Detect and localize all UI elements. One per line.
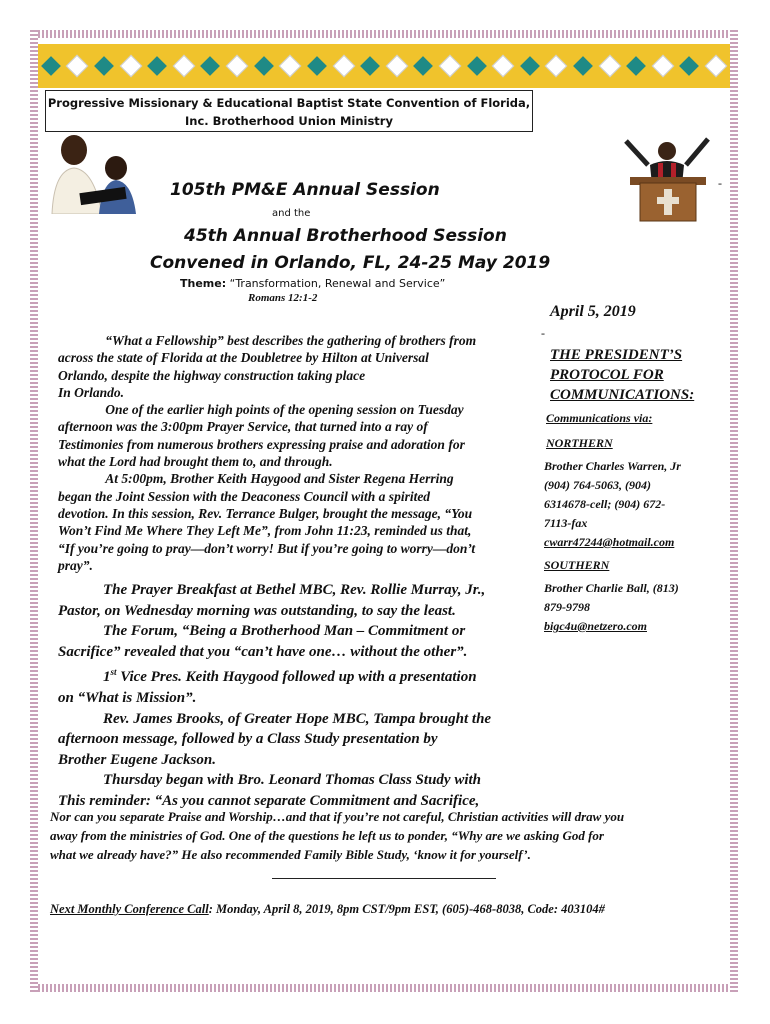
conference-call-label: Next Monthly Conference Call [50,902,209,916]
diamond-ornament [680,56,700,76]
north-phone-1: (904) 764-5063, (904) [544,478,651,492]
diamond-ornament [307,56,327,76]
diamond-ornament [705,55,728,78]
north-phone-2: 6314678-cell; (904) 672- [544,497,666,511]
diamond-ornament [520,56,540,76]
diamond-ornament [360,56,380,76]
diamond-ornament [626,56,646,76]
diamond-ornament [598,55,621,78]
diamond-ornament [492,55,515,78]
sidebar-title-1: THE PRESIDENT’S [550,347,683,363]
northern-heading: NORTHERN [546,436,613,450]
sidebar-title-2: PROTOCOL FOR [550,367,664,383]
brotherhood-title: 45th Annual Brotherhood Session [184,226,507,246]
letter-date: April 5, 2019 [550,303,636,320]
article-part-1: “What a Fellowship” best describes the gathering of brothers from across the state of Florida at the Doubletree by Hilton at Universal Orlando, despite the highway construction taking place In Orlando. One of the earlier high points of the opening session on Tuesday afternoon was the 3:00pm Prayer Service, that turned into a ray of Testimonies from numerous brothers expressing praise and adoration for what the Lord had brought them to, and through. At 5:00pm, Brother Keith Haygood and Sister Regena Herring began the Joint Session with the Deaconess Council with a spirited devotion. In this session, Rev. Terrance Bulger, brought the message, “You Won’t Find Me Where They Left Me”, from John 11:23, reminded us that, “If you’re going to pray—don’t worry! But if you’re going to worry—don’t pray”. [58,333,477,573]
diamond-ornament [147,56,167,76]
divider-line [272,878,496,879]
north-contact-name: Brother Charles Warren, Jr [544,459,681,473]
diamond-ornament [119,55,142,78]
diamond-ornament [279,55,302,78]
southern-heading: SOUTHERN [544,558,610,572]
vice-president-line: 1st Vice Pres. Keith Haygood followed up with a presentation [103,667,477,686]
organization-header [45,90,533,132]
south-phone: 879-9798 [544,600,590,614]
communications-via: Communications via: [546,411,653,425]
header-line-2: Inc. Brotherhood Union Ministry [185,114,393,128]
sidebar-title-3: COMMUNICATIONS: [550,387,695,403]
north-phone-3: 7113-fax [544,516,588,530]
diamond-ornament [94,56,114,76]
diamond-ornament [651,55,674,78]
communications-sidebar [544,345,694,634]
diamond-ornament [201,56,221,76]
convened-title: Convened in Orlando, FL, 24-25 May 2019 [150,253,551,273]
dash-mark: - [718,176,722,190]
diamond-ornament [332,55,355,78]
diamond-ornament [66,55,89,78]
preacher-pulpit-illustration [612,125,722,225]
article-part-3: Nor can you separate Praise and Worship…and that if you’re not careful, Christian activities will draw you away from the ministries of God. One of the questions he left us to ponder, “Why are we asking God for what we already have?” He also recommended Family Bible Study, ‘know it for yourself’. [50,809,625,862]
diamond-ornament [467,56,487,76]
diamond-ornament [545,55,568,78]
diamond-ornament [41,56,61,76]
diamond-ornament [254,56,274,76]
and-the-text: and the [272,208,311,219]
header-line-1: Progressive Missionary & Educational Baptist State Convention of Florida, [47,96,531,110]
diamond-band [38,44,730,88]
diamond-ornament [439,55,462,78]
theme-line: Theme: “Transformation, Renewal and Service” [180,277,446,290]
conference-call-details: : Monday, April 8, 2019, 8pm CST/9pm EST, (605)-468-8038, Code: 403104# [208,902,605,916]
dash-mark-2: - [541,326,545,340]
south-email-link[interactable]: bigc4u@netzero.com [544,619,647,633]
north-email-link[interactable]: cwarr47244@hotmail.com [544,535,675,549]
scripture-reference: Romans 12:1-2 [248,292,318,304]
conference-call-footer [50,902,605,917]
diamond-ornament [573,56,593,76]
diamond-ornament [385,55,408,78]
mother-child-reading-illustration [44,130,148,214]
session-title: 105th PM&E Annual Session [170,180,440,200]
diamond-ornament [173,55,196,78]
article-part-2: The Prayer Breakfast at Bethel MBC, Rev. Rollie Murray, Jr., Pastor, on Wednesday morning was outstanding, to say the least. The Forum, “Being a Brotherhood Man – Commitment or Sacrifice” revealed that you “can’t have one… without the other”. 1st Vice Pres. Keith Haygood followed up with a presentation on “What is Mission”. Rev. James Brooks, of Greater Hope MBC, Tampa brought the afternoon message, followed by a Class Study presentation by Brother Eugene Jackson. Thursday began with Bro. Leonard Thomas Class Study with This reminder: “As you cannot separate Commitment and Sacrifice, [58,582,492,809]
south-contact-name: Brother Charlie Ball, (813) [544,581,679,595]
diamond-ornament [413,56,433,76]
diamond-ornament [226,55,249,78]
